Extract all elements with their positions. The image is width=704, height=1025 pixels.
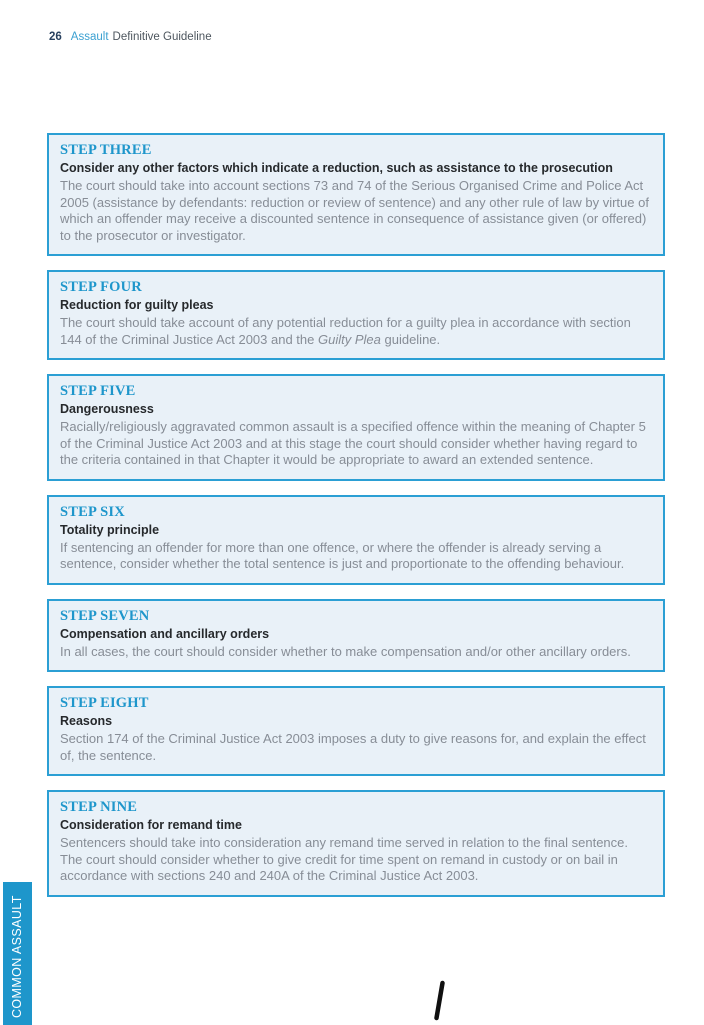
step-body: Sentencers should take into consideration any remand time served in relation to the final sentence. The court should consider whether to give credit for time spent on remand in custody or on bail in accordance with sections 240 and 240A of the Criminal Justice Act 2003. — [60, 835, 629, 883]
step-box-six — [47, 495, 665, 585]
sidebar-tab-common-assault — [3, 882, 32, 1025]
step-body-text: The court should take account of any potential reduction for a guilty plea in accordance with section 144 of the Criminal Justice Act 2003 and the — [60, 315, 631, 347]
steps-container — [47, 133, 665, 911]
step-body: In all cases, the court should consider whether to make compensation and/or other ancillary orders. — [60, 643, 631, 659]
step-subheading: Totality principle — [60, 522, 160, 537]
step-heading: STEP NINE — [60, 799, 138, 815]
step-subheading: Compensation and ancillary orders — [60, 626, 270, 641]
guilty-plea-reference: Guilty Plea — [318, 331, 381, 347]
sidebar-tab-label: COMMON ASSAULT — [10, 895, 24, 1018]
step-box-three — [47, 133, 665, 256]
doc-title-highlight: Assault — [70, 31, 109, 43]
step-box-seven — [47, 599, 665, 673]
step-subheading: Reasons — [60, 714, 113, 728]
step-heading: STEP EIGHT — [60, 695, 149, 711]
step-subheading: Reduction for guilty pleas — [60, 298, 214, 312]
step-heading: STEP FOUR — [60, 279, 142, 295]
step-box-five — [47, 374, 665, 481]
step-body — [60, 315, 652, 348]
pen-mark — [428, 977, 452, 1023]
step-body: If sentencing an offender for more than one offence, or where the offender is already serving a sentence, consider whether the total sentence is just and proportionate to the offending behaviour. — [60, 539, 625, 571]
step-body: The court should take into account sections 73 and 74 of the Serious Organised Crime and Police Act 2005 (assistance by defendants: reduction or review of sentence) and any other rule of law by virtue of which an offender may receive a discounted sentence in consequence of assistance given (or offered) to the prosecutor or investigator. — [60, 178, 649, 243]
step-box-nine — [47, 790, 665, 897]
step-body: Racially/religiously aggravated common assault is a specified offence within the meaning of Chapter 5 of the Criminal Justice Act 2003 and at this stage the court should consider whether having regard to the criteria contained in that Chapter it would be appropriate to award an extended sentence. — [60, 419, 646, 467]
step-subheading: Dangerousness — [60, 402, 154, 416]
step-heading: STEP SEVEN — [60, 607, 150, 624]
page-number: 26 — [49, 31, 62, 43]
step-box-four — [47, 270, 665, 360]
step-body: Section 174 of the Criminal Justice Act 2003 imposes a duty to give reasons for, and explain the effect of, the sentence. — [60, 731, 646, 763]
step-subheading: Consider any other factors which indicate a reduction, such as assistance to the prosecution — [60, 161, 613, 175]
step-heading: STEP FIVE — [60, 383, 136, 399]
step-heading: STEP THREE — [60, 142, 152, 158]
step-subheading: Consideration for remand time — [60, 818, 242, 832]
step-box-eight — [47, 686, 665, 776]
doc-title-rest: Definitive Guideline — [112, 31, 212, 43]
page-header — [49, 30, 212, 44]
step-heading: STEP SIX — [60, 503, 125, 520]
step-body-text: guideline. — [380, 331, 441, 347]
